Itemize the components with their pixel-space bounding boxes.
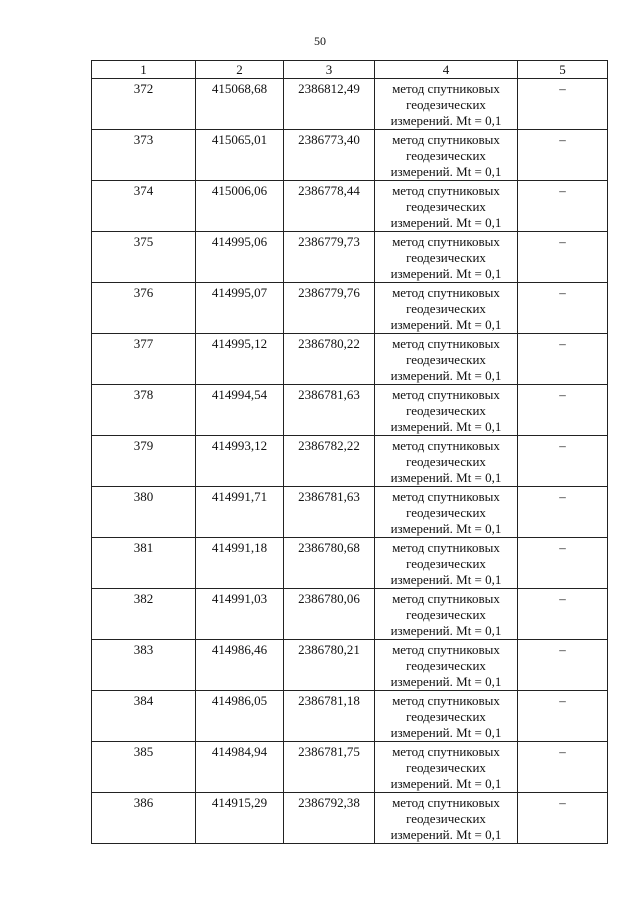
- x-coordinate-cell: 415006,06: [196, 181, 284, 232]
- column-header: 1: [92, 61, 196, 79]
- y-coordinate-cell: 2386792,38: [284, 793, 375, 844]
- column-5-cell: –: [518, 334, 608, 385]
- table-row: [92, 436, 608, 487]
- x-coordinate-cell: 414993,12: [196, 436, 284, 487]
- method-text-line: геодезических: [406, 148, 486, 163]
- table-header-row: [92, 61, 608, 79]
- y-coordinate-cell: 2386780,68: [284, 538, 375, 589]
- x-coordinate-cell: 414991,03: [196, 589, 284, 640]
- method-text-line: измерений. Mt = 0,1: [390, 470, 502, 485]
- method-cell: [375, 181, 518, 232]
- method-text-line: геодезических: [406, 607, 486, 622]
- table-row: [92, 589, 608, 640]
- method-text-line: измерений. Mt = 0,1: [390, 521, 502, 536]
- column-5-cell: –: [518, 691, 608, 742]
- method-cell: [375, 742, 518, 793]
- column-5-cell: –: [518, 487, 608, 538]
- y-coordinate-cell: 2386773,40: [284, 130, 375, 181]
- column-header: 3: [284, 61, 375, 79]
- column-5-cell: –: [518, 79, 608, 130]
- y-coordinate-cell: 2386780,06: [284, 589, 375, 640]
- method-text-line: метод спутниковых: [392, 132, 500, 147]
- column-5-cell: –: [518, 538, 608, 589]
- x-coordinate-cell: 414995,07: [196, 283, 284, 334]
- method-text-line: метод спутниковых: [392, 693, 500, 708]
- method-text-line: геодезических: [406, 301, 486, 316]
- method-text-line: измерений. Mt = 0,1: [390, 215, 502, 230]
- column-header: 5: [518, 61, 608, 79]
- x-coordinate-cell: 414984,94: [196, 742, 284, 793]
- method-text-line: измерений. Mt = 0,1: [390, 776, 502, 791]
- method-cell: [375, 385, 518, 436]
- column-5-cell: –: [518, 232, 608, 283]
- x-coordinate-cell: 414991,71: [196, 487, 284, 538]
- y-coordinate-cell: 2386812,49: [284, 79, 375, 130]
- method-text-line: геодезических: [406, 250, 486, 265]
- x-coordinate-cell: 414986,46: [196, 640, 284, 691]
- point-number-cell: 382: [92, 589, 196, 640]
- column-5-cell: –: [518, 181, 608, 232]
- method-text-line: измерений. Mt = 0,1: [390, 674, 502, 689]
- point-number-cell: 381: [92, 538, 196, 589]
- table-row: [92, 130, 608, 181]
- method-text-line: геодезических: [406, 199, 486, 214]
- method-text-line: метод спутниковых: [392, 387, 500, 402]
- y-coordinate-cell: 2386781,63: [284, 487, 375, 538]
- method-text-line: измерений. Mt = 0,1: [390, 623, 502, 638]
- method-text-line: метод спутниковых: [392, 438, 500, 453]
- method-text-line: метод спутниковых: [392, 489, 500, 504]
- point-number-cell: 372: [92, 79, 196, 130]
- method-text-line: метод спутниковых: [392, 591, 500, 606]
- x-coordinate-cell: 414915,29: [196, 793, 284, 844]
- method-cell: [375, 334, 518, 385]
- method-text-line: метод спутниковых: [392, 183, 500, 198]
- y-coordinate-cell: 2386778,44: [284, 181, 375, 232]
- point-number-cell: 380: [92, 487, 196, 538]
- x-coordinate-cell: 414994,54: [196, 385, 284, 436]
- method-text-line: геодезических: [406, 760, 486, 775]
- method-text-line: метод спутниковых: [392, 540, 500, 555]
- table-row: [92, 181, 608, 232]
- table-row: [92, 487, 608, 538]
- method-cell: [375, 487, 518, 538]
- table-row: [92, 640, 608, 691]
- method-cell: [375, 79, 518, 130]
- method-text-line: геодезических: [406, 709, 486, 724]
- column-5-cell: –: [518, 130, 608, 181]
- table-row: [92, 691, 608, 742]
- method-text-line: измерений. Mt = 0,1: [390, 827, 502, 842]
- column-5-cell: –: [518, 436, 608, 487]
- method-cell: [375, 793, 518, 844]
- table-row: [92, 385, 608, 436]
- method-cell: [375, 130, 518, 181]
- method-text-line: геодезических: [406, 403, 486, 418]
- method-text-line: геодезических: [406, 658, 486, 673]
- table-row: [92, 538, 608, 589]
- method-text-line: геодезических: [406, 352, 486, 367]
- method-text-line: измерений. Mt = 0,1: [390, 266, 502, 281]
- y-coordinate-cell: 2386781,18: [284, 691, 375, 742]
- point-number-cell: 386: [92, 793, 196, 844]
- column-header: 4: [375, 61, 518, 79]
- table-row: [92, 742, 608, 793]
- column-5-cell: –: [518, 385, 608, 436]
- table-row: [92, 283, 608, 334]
- y-coordinate-cell: 2386781,63: [284, 385, 375, 436]
- column-5-cell: –: [518, 793, 608, 844]
- method-text-line: геодезических: [406, 505, 486, 520]
- method-text-line: измерений. Mt = 0,1: [390, 164, 502, 179]
- column-5-cell: –: [518, 283, 608, 334]
- method-text-line: измерений. Mt = 0,1: [390, 368, 502, 383]
- column-5-cell: –: [518, 640, 608, 691]
- method-cell: [375, 283, 518, 334]
- method-text-line: измерений. Mt = 0,1: [390, 317, 502, 332]
- x-coordinate-cell: 414995,06: [196, 232, 284, 283]
- table-row: [92, 793, 608, 844]
- x-coordinate-cell: 414991,18: [196, 538, 284, 589]
- method-cell: [375, 232, 518, 283]
- column-5-cell: –: [518, 589, 608, 640]
- point-number-cell: 375: [92, 232, 196, 283]
- method-text-line: геодезических: [406, 454, 486, 469]
- method-text-line: метод спутниковых: [392, 285, 500, 300]
- method-text-line: измерений. Mt = 0,1: [390, 419, 502, 434]
- x-coordinate-cell: 415065,01: [196, 130, 284, 181]
- page-number: 50: [314, 34, 326, 48]
- method-cell: [375, 436, 518, 487]
- coordinates-table: [91, 60, 608, 844]
- point-number-cell: 377: [92, 334, 196, 385]
- column-header: 2: [196, 61, 284, 79]
- method-text-line: измерений. Mt = 0,1: [390, 572, 502, 587]
- point-number-cell: 383: [92, 640, 196, 691]
- method-cell: [375, 691, 518, 742]
- method-text-line: геодезических: [406, 811, 486, 826]
- y-coordinate-cell: 2386780,21: [284, 640, 375, 691]
- point-number-cell: 376: [92, 283, 196, 334]
- method-text-line: метод спутниковых: [392, 81, 500, 96]
- method-text-line: геодезических: [406, 556, 486, 571]
- point-number-cell: 373: [92, 130, 196, 181]
- table-row: [92, 232, 608, 283]
- method-cell: [375, 538, 518, 589]
- method-text-line: измерений. Mt = 0,1: [390, 725, 502, 740]
- method-text-line: метод спутниковых: [392, 795, 500, 810]
- point-number-cell: 378: [92, 385, 196, 436]
- y-coordinate-cell: 2386780,22: [284, 334, 375, 385]
- table-row: [92, 79, 608, 130]
- x-coordinate-cell: 414995,12: [196, 334, 284, 385]
- point-number-cell: 374: [92, 181, 196, 232]
- method-text-line: метод спутниковых: [392, 744, 500, 759]
- y-coordinate-cell: 2386779,76: [284, 283, 375, 334]
- point-number-cell: 385: [92, 742, 196, 793]
- method-text-line: метод спутниковых: [392, 336, 500, 351]
- method-cell: [375, 589, 518, 640]
- method-text-line: измерений. Mt = 0,1: [390, 113, 502, 128]
- point-number-cell: 384: [92, 691, 196, 742]
- y-coordinate-cell: 2386781,75: [284, 742, 375, 793]
- x-coordinate-cell: 414986,05: [196, 691, 284, 742]
- point-number-cell: 379: [92, 436, 196, 487]
- table-row: [92, 334, 608, 385]
- method-text-line: геодезических: [406, 97, 486, 112]
- y-coordinate-cell: 2386779,73: [284, 232, 375, 283]
- method-cell: [375, 640, 518, 691]
- y-coordinate-cell: 2386782,22: [284, 436, 375, 487]
- method-text-line: метод спутниковых: [392, 234, 500, 249]
- method-text-line: метод спутниковых: [392, 642, 500, 657]
- x-coordinate-cell: 415068,68: [196, 79, 284, 130]
- column-5-cell: –: [518, 742, 608, 793]
